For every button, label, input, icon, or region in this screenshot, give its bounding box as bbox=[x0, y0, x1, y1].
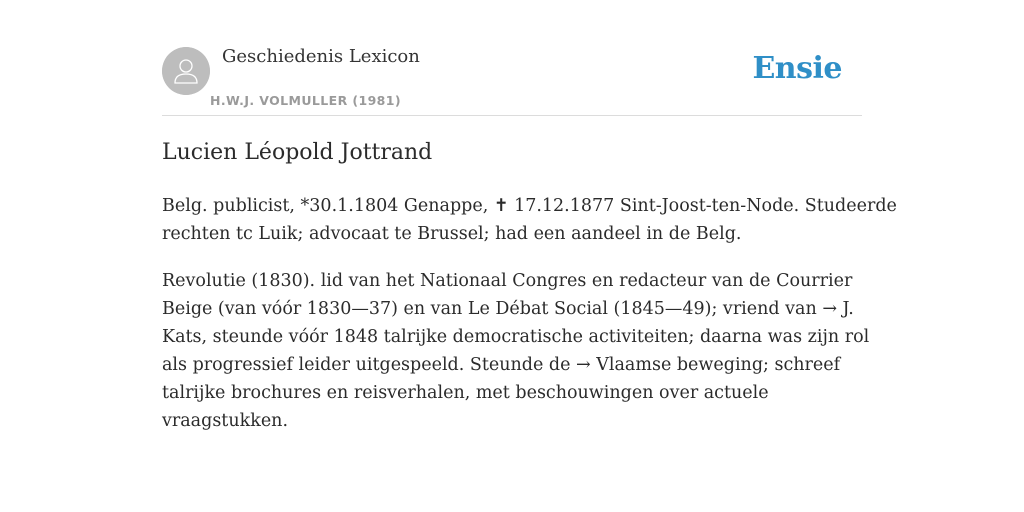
page-container bbox=[162, 0, 897, 431]
source-header bbox=[162, 0, 862, 116]
user-avatar-icon[interactable] bbox=[162, 47, 210, 95]
text-line: Revolutie (1830). lid van het Nationaal Congres en redacteur van de Courrier bbox=[162, 271, 853, 291]
text-line: vraagstukken. bbox=[162, 411, 289, 431]
entry-body bbox=[162, 192, 897, 454]
text-line: Beige (van vóór 1830—37) en van Le Débat Social (1845—49); vriend van → J. bbox=[162, 299, 854, 319]
entry-paragraph-1 bbox=[162, 192, 897, 248]
text-line: Belg. publicist, *30.1.1804 Genappe, ✝ 17.12.1877 Sint-Joost-ten-Node. Studeerde bbox=[162, 196, 897, 216]
ensie-logo[interactable]: Ensie bbox=[752, 51, 842, 86]
entry-paragraph-2 bbox=[162, 267, 870, 435]
text-line: rechten tc Luik; advocaat te Brussel; had een aandeel in de Belg. bbox=[162, 224, 742, 244]
text-line: als progressief leider uitgespeeld. Steunde de → Vlaamse beweging; schreef bbox=[162, 355, 841, 375]
entry-title: Lucien Léopold Jottrand bbox=[162, 140, 433, 165]
text-line: Kats, steunde vóór 1848 talrijke democratische activiteiten; daarna was zijn rol bbox=[162, 327, 870, 347]
text-line: talrijke brochures en reisverhalen, met beschouwingen over actuele bbox=[162, 383, 769, 403]
source-author: H.W.J. VOLMULLER (1981) bbox=[210, 93, 401, 108]
source-title[interactable]: Geschiedenis Lexicon bbox=[222, 46, 420, 67]
